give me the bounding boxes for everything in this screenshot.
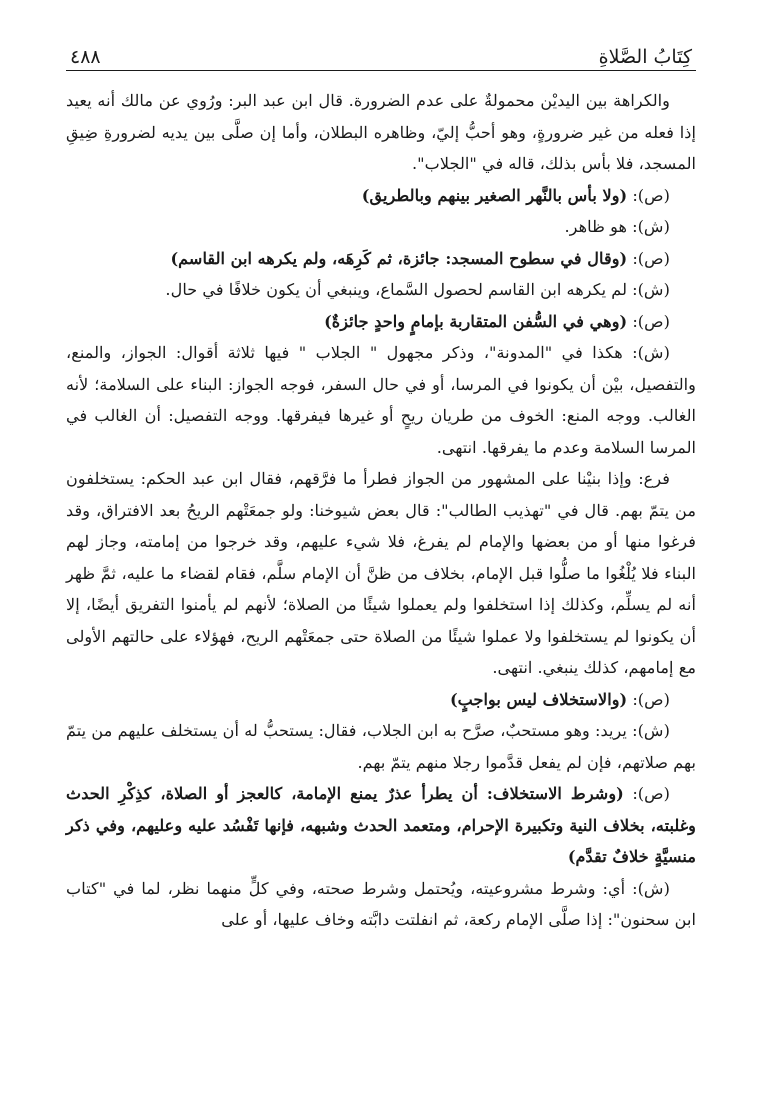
matn-paragraph [66, 684, 696, 716]
paragraph: والكراهة بين اليديْن محمولةٌ على عدم الضرورة. قال ابن عبد البر: ورُوي عن مالك أنه يعيد إذا فعله من غير ضرورةٍ، وهو أحبُّ إليّ، وظاهره البطلان، وأما إن صلَّى بين يديه لضرورةِ ضِيقِ المسجد، فلا بأس بذلك، قاله في "الجلاب". [66, 91, 696, 173]
matn-label: (ص): [632, 689, 670, 709]
matn-text: (وشرط الاستخلاف: أن يطرأ عذرٌ يمنع الإمامة، كالعجز أو الصلاة، كذِكْرِ الحدث وغلبته، بخلاف النية وتكبيرة الإحرام، ومتعمد الحدث وشبهه، فإنها تَفْسُد عليه وعليهم، وفي ذكر منسيَّةٍ خلافٌ تقدَّم) [66, 784, 696, 866]
paragraph: (ش): أي: وشرط مشروعيته، ويُحتمل وشرط صحته، وفي كلٍّ منهما نظر، لما في "كتاب ابن سحنون": إذا صلَّى الإمام ركعة، ثم انفلتت دابَّته وخاف عليها، أو على [66, 878, 696, 929]
page-body [66, 85, 696, 936]
matn-paragraph [66, 180, 696, 212]
page-number: ٤٨٨ [70, 46, 101, 68]
paragraph: (ش): لم يكرهه ابن القاسم لحصول السَّماع، وينبغي أن يكون خلافًا في حال. [165, 280, 670, 299]
book-title: كِتَابُ الصَّلاةِ [598, 46, 692, 68]
page-header [66, 36, 696, 71]
matn-text: (وهي في السُّفن المتقاربة بإمامٍ واحدٍ جائزةٌ) [324, 311, 628, 331]
paragraph: (ش): يريد: وهو مستحبٌ، صرَّح به ابن الجلاب، فقال: يستحبُّ له أن يستخلف عليهم من يتمّ بهم صلاتهم، فإن لم يفعل قدَّموا رجلا منهم يتمّ بهم. [66, 721, 696, 772]
matn-text: (والاستخلاف ليس بواجبٍ) [449, 689, 628, 709]
matn-paragraph [66, 778, 696, 873]
matn-label: (ص): [632, 185, 670, 205]
matn-label: (ص): [632, 311, 670, 331]
matn-paragraph [66, 243, 696, 275]
matn-label: (ص): [632, 248, 670, 268]
matn-text: (وقال في سطوح المسجد: جائزة، ثم كَرِهَه، ولم يكرهه ابن القاسم) [170, 248, 628, 268]
matn-paragraph [66, 306, 696, 338]
matn-label: (ص): [632, 784, 670, 803]
paragraph: (ش): هكذا في "المدونة"، وذكر مجهول " الجلاب " فيها ثلاثة أقوال: الجواز، والمنع، والتفصيل، بيْن أن يكونوا في المرسا، أو في حال السفر، فوجه الجواز: البناء على السلامة؛ لأنه الغالب. ووجه المنع: الخوف من طريان ريحٍ أو غيرها فيفرقها. ووجه التفصيل: أن الغالب في المرسا السلامة وعدم ما يفرقها. انتهى. [66, 343, 696, 457]
matn-text: (ولا بأس بالنَّهر الصغير بينهم وبالطريق) [361, 185, 628, 205]
paragraph: فرع: وإذا بنيْنا على المشهور من الجواز فطرأ ما فرَّقهم، فقال ابن عبد الحكم: يستخلفون من يتمّ بهم. قال في "تهذيب الطالب": قال بعض شيوخنا: ولو جمعَتْهم الريحُ بعد الافتراق، وقد فرغوا منها أو من بعضها والإمام لم يفرغ، فلا شيء عليهم، وقد خرجوا من إمامته، وجاز لهم البناء فلا يُلْغُوا ما صلُّوا قبل الإمام، بخلاف من ظنَّ أن الإمام سلَّم، فقام لقضاء ما عليه، ثمَّ ظهر أنه لم يسلِّم، وكذلك إذا استخلفوا ولم يعملوا شيئًا من الصلاة؛ لأنهم لم يأمنوا التفريق أيضًا، إلا أن يكونوا لم يستخلفوا ولا عملوا شيئًا من الصلاة حتى جمعَتْهم الريح، فهؤلاء على حالتهم الأولى مع إمامهم، كذلك ينبغي. انتهى. [66, 469, 696, 677]
paragraph: (ش): هو ظاهر. [564, 217, 670, 236]
